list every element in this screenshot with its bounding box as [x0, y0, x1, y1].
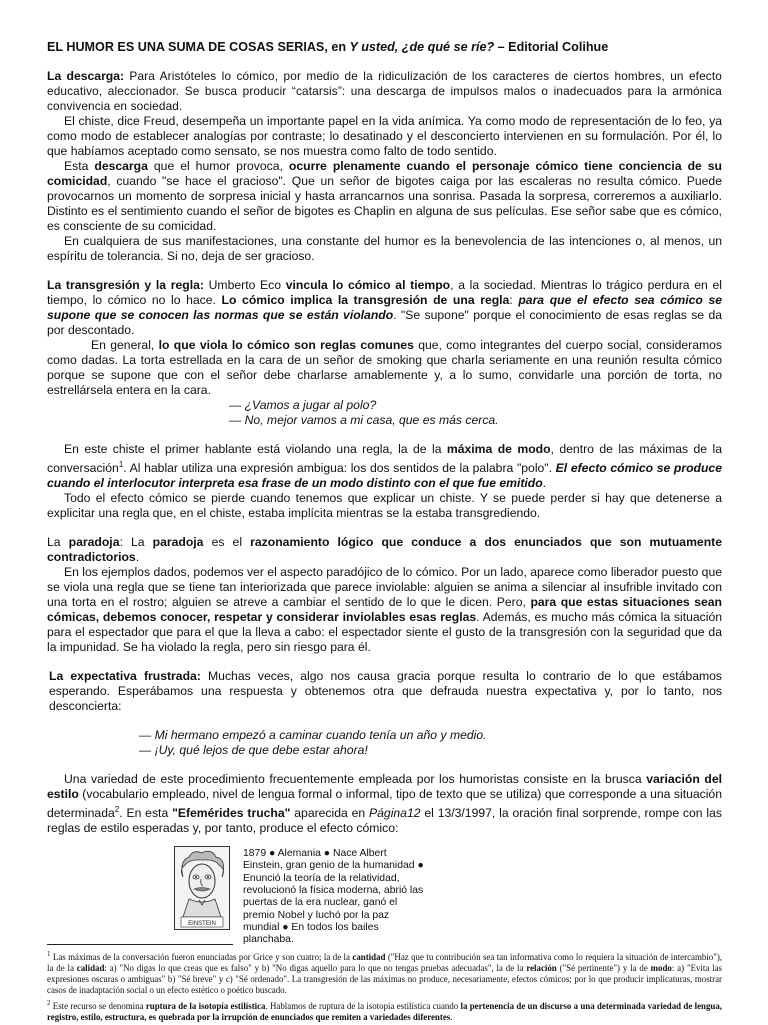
variacion-h: el 13/3/1997, la oración final sorprende, rompe con las reglas de estilo esperadas y, por tanto, produce el efecto cómico:: [47, 806, 722, 836]
paradoja-p2-a: En los ejemplos dados, podemos ver el aspecto paradójico de lo cómico. Por un lado, aparece como liberador puesto que se viola una regla que se tiene tan interiorizada que parece inviolable: alguien se anima a silenciar al insufrible invitado con una torta en el rostro; alguien se atreve a cambiar el sentido de lo que le dicen. Pero,: [47, 565, 722, 610]
variacion-e: "Efemérides trucha": [172, 806, 291, 821]
transgresion-p1-d: Lo cómico implica la transgresión de una regla: [221, 293, 510, 307]
transgresion-p2-c: que, como integrantes del cuerpo social, consideramos como dadas. La torta estrellada en la cara de un señor de smoking que charla seriamente en una reunión resulta cómico porque se supone que con el señor debe charlarse amablemente y, a lo sumo, convidarle una porción de torta, no estrellársela entera en la cara.: [47, 338, 722, 397]
fn1-b: cantidad: [352, 952, 386, 963]
descarga-p3-c: que el humor provoca,: [147, 159, 289, 173]
variacion-b: variación del estilo: [47, 772, 722, 802]
variacion-paragraph: [47, 772, 722, 836]
transgresion-paragraph-3: [47, 442, 722, 491]
paradoja-h5: es el: [203, 535, 251, 550]
transgresion-p2-b: lo que viola lo cómico son reglas comunes: [158, 338, 414, 352]
fn2-b: ruptura de la isotopía estilística: [145, 1001, 266, 1012]
variacion-f: aparecida en: [290, 806, 370, 821]
section-heading-transgresion: La transgresión y la regla:: [47, 278, 204, 292]
dialog-line-1: — ¿Vamos a jugar al polo?: [229, 398, 377, 412]
section-heading-descarga: La descarga:: [47, 69, 125, 83]
dialog-line-2: — No, mejor vamos a mi casa, que es más cerca.: [229, 413, 499, 427]
descarga-p3-e: , cuando "se hace el gracioso". Que un señor de bigotes caiga por las escaleras no resulta cómico. Puede provocarnos un momento de sorpresa inicial y hasta arrancarnos una sonrisa. Pasada la sorpresa, correremos a auxiliarlo. Distinto es el sentimiento cuando el señor de bigotes es Chaplin en alguna de sus películas. Ese señor sabe que es cómico, es consciente de su comicidad.: [47, 174, 722, 233]
einstein-caricature-image: [174, 846, 230, 930]
fn2-d: la pertenencia de un discurso a una determinada variedad de lengua, registro, estilo, estructura, es quebrada por la irrupción de enunciados que remiten a variedades diferentes: [47, 1001, 722, 1023]
paradoja-h7: .: [135, 550, 140, 565]
einstein-caption-label: EINSTEIN: [188, 921, 216, 928]
transgresion-p1-b: vincula lo cómico al tiempo: [285, 278, 451, 292]
footnote-1: [47, 949, 722, 996]
variacion-a: Una variedad de este procedimiento frecuentemente empleada por los humoristas consiste en la brusca: [64, 772, 647, 787]
title-book: Y usted, ¿de qué se ríe?: [349, 40, 495, 54]
expectativa-text: Muchas veces, algo nos causa gracia porque resulta lo contrario de lo que estábamos esperando. Esperábamos una respuesta y obtenemos otra que defrauda nuestra expectativa y, por lo tanto, nos desconcierta:: [49, 669, 723, 714]
fn1-i: : a) "Evita las expresiones oscuras o ambiguas" b) "Sé breve" y c) "Sé ordenado". La transgresión de las máximas no produce, necesariamente, efectos cómicos; por lo que producir implicaturas, mostrar casos de inadaptación social o un efecto estético o poético buscado.: [47, 963, 723, 996]
section-heading-expectativa: La expectativa frustrada:: [49, 669, 201, 684]
fn2-c: . Hablamos de ruptura de la isotopía estilística cuando: [265, 1001, 461, 1012]
fn1-d: calidad: [76, 963, 105, 974]
transgresion-paragraph-2: [47, 338, 722, 398]
descarga-p3-b: descarga: [94, 159, 148, 173]
footnote-separator: [47, 944, 233, 945]
fn2-e: .: [450, 1012, 453, 1023]
transgresion-p3-c: , dentro de las máximas de la conversación: [47, 442, 723, 476]
paradoja-paragraph-2: [47, 565, 722, 655]
descarga-text-1: Para Aristóteles lo cómico, por medio de la ridiculización de los caracteres de ciertos hombres, un efecto educativo, aleccionador. Se busca producir “catarsis”: una descarga de impulsos malos o inadecuados para la armónica convivencia en sociedad.: [47, 69, 722, 113]
variacion-g: Página12: [369, 806, 421, 821]
document-page: [47, 40, 722, 1025]
fn1-g: ("Sé pertinente") y la de: [556, 963, 651, 974]
paradoja-p2-c: . Además, es mucho más cómica la situación para el espectador que para el que la lleva a cabo: el espectador siente el gusto de la transgresión con la seguridad que da la impunidad. Se ha violado la regla, pero sin riesgo para él.: [47, 610, 723, 655]
variacion-d: . En esta: [119, 806, 173, 821]
expectativa-dialog-2: — ¡Uy, qué lejos de que debe estar ahora!: [139, 743, 368, 758]
paradoja-h4: paradoja: [152, 535, 204, 550]
paradoja-paragraph-1: [47, 535, 722, 565]
fn1-a: Las máximas de la conversación fueron enunciadas por Grice y son cuatro; la de la: [50, 952, 353, 963]
transgresion-p3-e: El efecto cómico se produce cuando el interlocutor interpreta esa frase de un modo distinto con el que fue emitido: [47, 461, 722, 491]
title-publisher: – Editorial Colihue: [494, 40, 609, 54]
efemerides-figure: [47, 846, 722, 946]
transgresion-paragraph-1: [47, 278, 722, 338]
variacion-c: (vocabulario empleado, nivel de lengua formal o informal, tipo de texto que se utiliza) que corresponde a una situación determinada: [47, 787, 722, 821]
expectativa-paragraph: [49, 669, 722, 714]
transgresion-p1-f: para que el efecto sea cómico se supone que se conocen las normas que se están violando: [47, 293, 722, 322]
page-title: [47, 40, 722, 55]
fn1-c: ("Haz que tu contribución sea tan informativa como lo requiera la situación de intercambio"), la de la: [47, 952, 722, 974]
fn1-f: relación: [526, 963, 557, 974]
efemerides-text: 1879 ● Alemania ● Nace Albert Einstein, gran genio de la humanidad ● Enunció la teoría de la relatividad, revolucionó la física moderna, abrió las puertas de la era nuclear, ganó el premio Nobel y luchó por la paz mundial ● En todos los bailes planchaba.: [243, 848, 424, 946]
descarga-p3-a: Esta: [64, 159, 95, 173]
paradoja-h1: La: [47, 535, 69, 550]
descarga-paragraph-2: El chiste, dice Freud, desempeña un importante papel en la vida anímica. Ya como modo de representación de lo feo, ya como modo de establecer analogías por contraste; lo desatinado y el desconcierto intervienen en su formulación. Por él, lo que habíamos aceptado como sensato, se nos muestra como falto de todo sentido.: [47, 114, 722, 158]
expectativa-dialog-1: — Mi hermano empezó a caminar cuando tenía un año y medio.: [139, 728, 487, 743]
paradoja-h6: razonamiento lógico que conduce a dos enunciados que son mutuamente contradictorios: [47, 535, 722, 565]
footnote-1-mark: 1: [47, 950, 51, 959]
fn1-h: modo: [650, 963, 672, 974]
transgresion-p3-a: En este chiste el primer hablante está violando una regla, la de la: [64, 442, 447, 456]
fn1-e: : a) "No digas lo que creas que es falso" y b) "No digas aquello para lo que no tengas pruebas adecuadas", la de la: [104, 963, 527, 974]
descarga-p3-d: ocurre plenamente cuando el personaje cómico tiene conciencia de su comicidad: [47, 159, 722, 188]
transgresion-p1-e: :: [509, 293, 519, 307]
transgresion-p1-a: Umberto Eco: [203, 278, 286, 292]
footnote-2: [47, 998, 722, 1023]
transgresion-p3-d: . Al hablar utiliza una expresión ambigua: los dos sentidos de la palabra "polo".: [123, 461, 556, 476]
descarga-paragraph-4: En cualquiera de sus manifestaciones, una constante del humor es la benevolencia de las intenciones o, al menos, un espíritu de tolerancia. Si no, deja de ser gracioso.: [47, 234, 722, 263]
transgresion-p3-b: máxima de modo: [446, 442, 551, 456]
paradoja-p2-b: para que estas situaciones sean cómicas, debemos conocer, respetar y considerar inviolables esas reglas: [47, 595, 722, 625]
transgresion-p2-a: En general,: [91, 338, 159, 352]
transgresion-p1-g: . "Se supone" porque el conocimiento de esas reglas se da por descontado.: [47, 308, 722, 337]
transgresion-p1-c: , a la sociedad. Mientras lo trágico perdura en el tiempo, lo cómico no lo hace.: [47, 278, 722, 307]
footnote-ref-2[interactable]: 2: [114, 805, 120, 815]
expectativa-box: [47, 669, 722, 758]
descarga-paragraph-1: [47, 69, 722, 114]
descarga-paragraph-3: [47, 159, 722, 234]
transgresion-p3-f: .: [542, 476, 547, 491]
title-main: EL HUMOR ES UNA SUMA DE COSAS SERIAS, en: [47, 40, 350, 54]
section-heading-paradoja: paradoja: [68, 535, 120, 550]
transgresion-paragraph-4: Todo el efecto cómico se pierde cuando tenemos que explicar un chiste. Y se puede perder si hay que detenerse a explicitar una regla que, en el chiste, estaba implícita mientras se la estaba transgrediendo.: [47, 491, 722, 521]
footnote-ref-1[interactable]: 1: [118, 460, 124, 469]
fn2-a: Este recurso se denomina: [50, 1001, 146, 1012]
einstein-portrait-icon: [175, 847, 229, 929]
paradoja-h3: : La: [119, 535, 153, 550]
footnote-2-mark: 2: [47, 999, 51, 1008]
